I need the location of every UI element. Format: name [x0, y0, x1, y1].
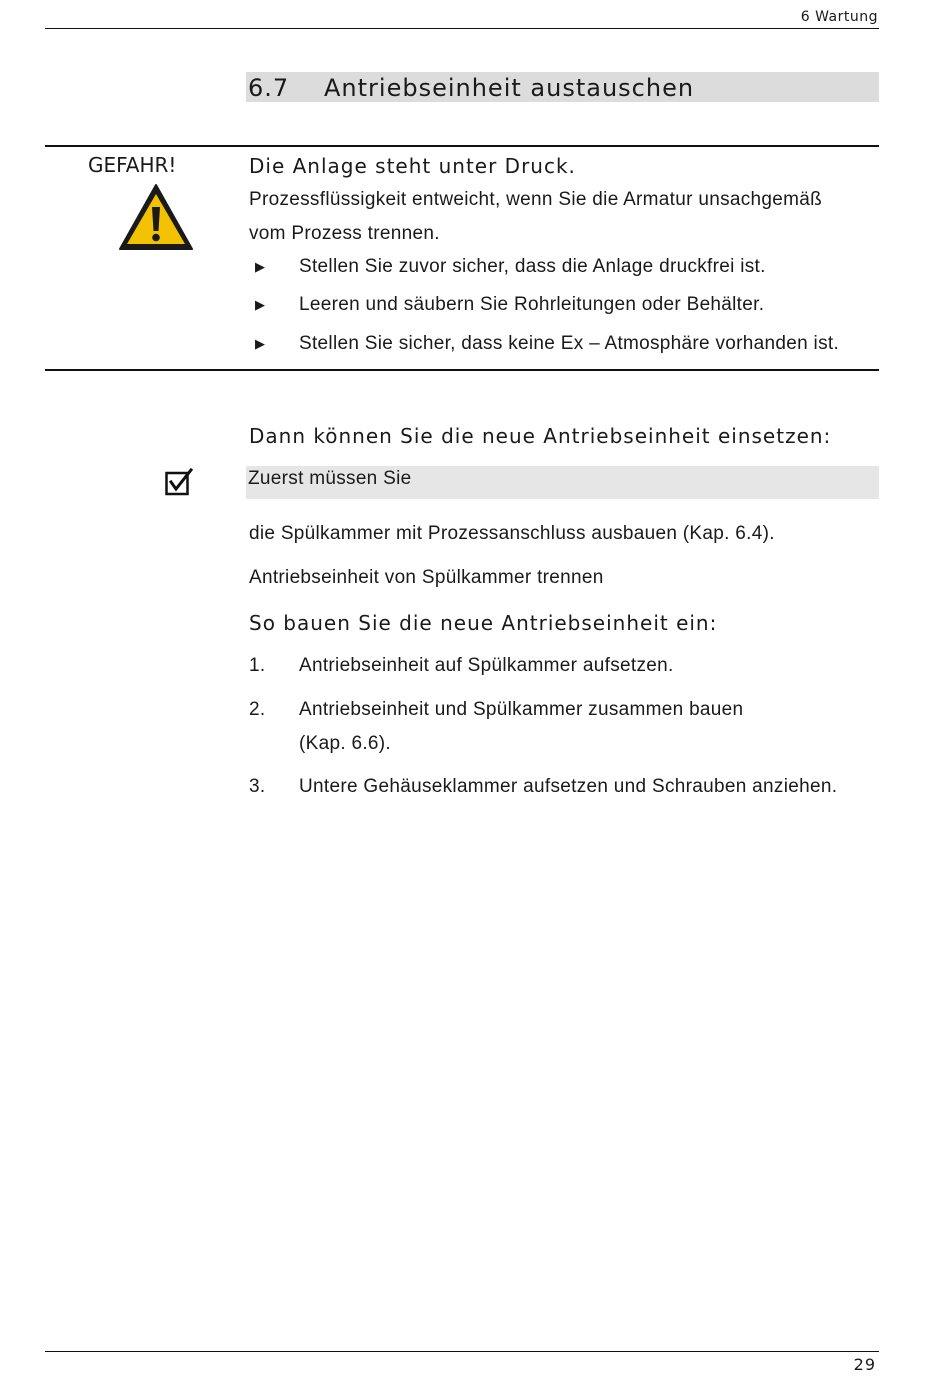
danger-headline: Die Anlage steht unter Druck.: [249, 154, 576, 178]
danger-label: GEFAHR!: [88, 153, 177, 177]
section-title-bar: [246, 72, 879, 102]
chapter-header: 6 Wartung: [800, 9, 878, 25]
section-title: Antriebseinheit austauschen: [324, 74, 695, 102]
step-number: 2.: [249, 699, 266, 720]
header-rule: [45, 28, 879, 29]
danger-bullet: Stellen Sie zuvor sicher, dass die Anlage druckfrei ist.: [299, 256, 766, 277]
step-number: 1.: [249, 655, 266, 676]
step-text: Untere Gehäuseklammer aufsetzen und Schrauben anziehen.: [299, 776, 838, 797]
checkbox-checked-icon: [165, 468, 193, 496]
danger-bullet: Leeren und säubern Sie Rohrleitungen oder Behälter.: [299, 294, 765, 315]
step-text: Antriebseinheit auf Spülkammer aufsetzen.: [299, 655, 674, 676]
step-number: 3.: [249, 776, 266, 797]
prerequisite-item: Antriebseinheit von Spülkammer trennen: [249, 567, 604, 588]
danger-top-rule: [45, 145, 879, 147]
danger-text-line-2: vom Prozess trennen.: [249, 223, 440, 244]
prerequisite-bar: [246, 466, 879, 499]
intro-heading: Dann können Sie die neue Antriebseinheit einsetzen:: [249, 424, 832, 448]
step-text: Antriebseinheit und Spülkammer zusammen bauen: [299, 699, 744, 720]
bullet-arrow-icon: ▶: [255, 260, 265, 275]
bullet-arrow-icon: ▶: [255, 298, 265, 313]
prerequisite-item: die Spülkammer mit Prozessanschluss ausbauen (Kap. 6.4).: [249, 523, 775, 544]
bullet-arrow-icon: ▶: [255, 337, 265, 352]
steps-heading: So bauen Sie die neue Antriebseinheit ein:: [249, 611, 718, 635]
danger-bullet: Stellen Sie sicher, dass keine Ex – Atmosphäre vorhanden ist.: [299, 333, 840, 354]
danger-text-line-1: Prozessflüssigkeit entweicht, wenn Sie die Armatur unsachgemäß: [249, 189, 823, 210]
footer-rule: [45, 1351, 879, 1352]
page-number: 29: [853, 1355, 876, 1374]
prerequisite-label: Zuerst müssen Sie: [248, 468, 412, 489]
danger-bottom-rule: [45, 369, 879, 371]
step-text-continued: (Kap. 6.6).: [299, 733, 392, 754]
warning-triangle-icon: [118, 183, 194, 251]
section-number: 6.7: [248, 74, 290, 102]
